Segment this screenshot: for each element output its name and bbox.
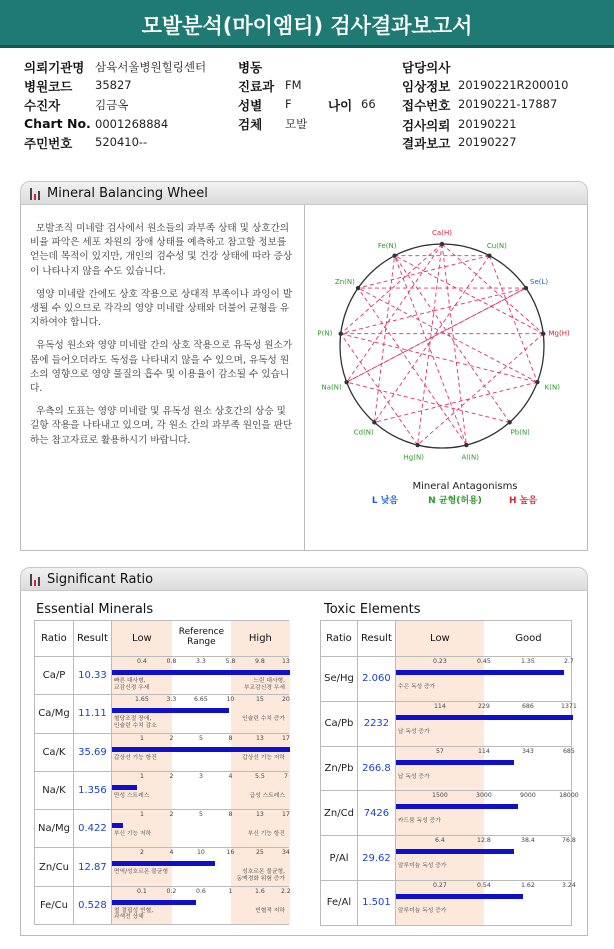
table-row <box>35 810 289 848</box>
ratio-result: 2232 <box>357 701 395 746</box>
tick-label: 0.1 <box>136 887 147 895</box>
tick-label: 0.2 <box>166 887 177 895</box>
result-bar <box>396 760 515 765</box>
mineral-node-label: Fe(N) <box>377 242 397 251</box>
tick-row <box>396 702 577 713</box>
ratio-name: Ca/Mg <box>35 695 74 733</box>
tick-label: 1500 <box>432 792 448 800</box>
col-ratio: Ratio <box>321 621 358 657</box>
col-ratio: Ratio <box>35 621 74 657</box>
tick-label: 1.6 <box>254 887 265 895</box>
note-low: 알루미늄 독성 증가 <box>397 863 447 870</box>
request-value: 20190221 <box>458 117 517 131</box>
tick-label: 229 <box>478 702 490 710</box>
tick-label: 114 <box>434 702 446 710</box>
result-bar <box>396 849 515 854</box>
tick-label: 2.2 <box>280 887 291 895</box>
tick-label: 2 <box>169 772 174 780</box>
ratio-graph <box>111 810 288 848</box>
note-low: 카드뮴 독성 증가 <box>397 818 441 825</box>
mineral-node-dot <box>339 332 343 336</box>
table-row <box>35 848 289 886</box>
tick-label: 20 <box>281 696 290 704</box>
wheel-circle <box>340 244 544 448</box>
mineral-node-label: Al(N) <box>461 453 479 462</box>
ratio-name: Na/Mg <box>35 810 74 848</box>
note-high: 급성 스트레스 <box>249 792 285 799</box>
ratio-name: Fe/Cu <box>35 886 74 924</box>
mineral-node-dot <box>372 420 376 424</box>
specimen-value: 모발 <box>285 117 308 131</box>
essential-title: Essential Minerals <box>36 602 154 617</box>
tick-row <box>112 773 288 783</box>
ratio-name: Ca/K <box>35 733 74 771</box>
ratio-result: 35.69 <box>73 733 111 771</box>
mineral-node-dot <box>507 420 511 424</box>
mineral-node-dot <box>541 332 545 336</box>
col-high: High <box>248 633 272 644</box>
tick-label: 5.5 <box>254 772 265 780</box>
ratio-graph <box>111 771 288 809</box>
result-bar <box>396 804 518 809</box>
chart-value: 0001268884 <box>95 117 169 131</box>
tick-label: 0.4 <box>136 658 147 665</box>
mineral-node-dot <box>344 380 348 384</box>
tick-label: 2 <box>169 734 174 742</box>
mineral-node-label: K(N) <box>544 383 560 392</box>
col-low: Low <box>132 633 152 644</box>
table-row <box>35 886 289 924</box>
mineral-node-dot <box>415 443 419 447</box>
mineral-node-dot <box>392 253 396 257</box>
tick-label: 114 <box>478 747 490 755</box>
ratio-graph <box>111 657 288 695</box>
examinee-label: 수진자 <box>24 98 61 113</box>
ratio-result: 1.356 <box>73 771 111 809</box>
toxic-ratio-table <box>320 620 579 926</box>
tick-row <box>112 811 288 821</box>
dept-value: FM <box>285 78 302 92</box>
tick-label: 343 <box>522 747 534 755</box>
ratio-result: 11.11 <box>73 695 111 733</box>
wheel-title: Mineral Antagonisms <box>412 481 518 492</box>
tick-label: 6.65 <box>194 696 208 704</box>
note-high: 인슐린 수치 증가 <box>242 716 285 723</box>
tick-label: 8 <box>228 811 233 819</box>
col-range-header <box>111 621 288 657</box>
report-label: 결과보고 <box>402 136 451 151</box>
ratio-name: Ca/P <box>35 657 74 695</box>
col-good: Good <box>515 633 542 644</box>
tick-label: 38.4 <box>521 837 535 845</box>
sex-label: 성별 <box>238 98 263 113</box>
tick-label: 18000 <box>559 792 579 800</box>
clinical-label: 임상정보 <box>402 79 451 94</box>
mineral-node-label: Mg(H) <box>548 329 570 338</box>
mineral-node-dot <box>356 286 360 290</box>
table-row <box>321 657 572 702</box>
note-low: 알루미늄 독성 증가 <box>397 907 447 914</box>
mineral-node-dot <box>464 443 468 447</box>
bar-chart-icon <box>30 188 42 200</box>
ratio-result: 1.501 <box>357 880 395 925</box>
col-ref: Reference Range <box>178 627 225 647</box>
tick-row <box>396 837 576 847</box>
ratio-graph <box>111 848 288 886</box>
note-low: 철 결핍성 빈혈, 과색전 상해 <box>113 907 154 921</box>
tick-label: 4 <box>169 849 174 857</box>
mineral-node-label: Pb(N) <box>510 428 530 437</box>
col-range-header <box>395 621 571 657</box>
report-title: 모발분석(마이엠티) 검사결과보고서 <box>0 0 614 48</box>
ratio-graph <box>111 733 288 771</box>
tick-row <box>112 849 288 859</box>
bar-chart-icon <box>30 574 42 586</box>
ratio-graph <box>395 836 576 881</box>
tick-label: 10 <box>196 849 205 857</box>
mineral-node-label: Se(L) <box>530 278 549 287</box>
tick-label: 9000 <box>520 792 536 800</box>
tick-label: 5.8 <box>225 658 236 665</box>
ratio-result: 29.62 <box>357 836 395 881</box>
resident-label: 주민번호 <box>24 136 73 151</box>
note-low: 빠른 대사형, 교감신경 우세 <box>113 678 150 691</box>
tick-label: 16 <box>226 849 235 857</box>
wheel-description <box>30 222 296 457</box>
tick-label: 2 <box>169 811 174 819</box>
description-paragraph: 영양 미네랄 간에도 상호 작용으로 상대적 부족이나 과잉이 발생될 수 있으므로 각각의 영양 미네랄 상태와 더불어 균형을 유지하여야 합니다. <box>30 288 293 329</box>
note-low: 만성 스트레스 <box>113 792 150 799</box>
receipt-value: 20190221-17887 <box>458 97 558 111</box>
age-value: 66 <box>361 97 376 111</box>
result-bar <box>396 894 523 899</box>
tick-row <box>396 747 575 758</box>
mineral-wheel-chart <box>305 205 588 551</box>
note-high: 빈혈적 저하 <box>255 907 285 914</box>
tick-label: 13 <box>255 734 264 742</box>
tick-label: 12.8 <box>477 837 491 845</box>
examinee-value: 김금옥 <box>95 98 129 112</box>
tick-row <box>112 735 288 745</box>
description-paragraph: 우측의 도표는 영양 미네랄 및 유독성 원소 상호간의 상승 및 길항 작용을 나타내고 있으며, 각 원소 간의 과부족 원인을 판단하는 참고자료로 활용하시기 바랍니다. <box>30 406 293 446</box>
tick-label: 5 <box>198 734 203 742</box>
antagonism-line <box>341 334 538 382</box>
result-bar <box>112 823 123 828</box>
note-low: 납 독성 증가 <box>397 773 430 780</box>
mineral-node-dot <box>524 286 528 290</box>
tick-label: 76.8 <box>562 837 576 845</box>
tick-label: 3.24 <box>562 881 576 889</box>
result-bar <box>112 747 290 752</box>
mineral-node-label: Cu(N) <box>486 242 507 251</box>
institution-value: 삼육서울병원힐링센터 <box>95 60 207 74</box>
ratio-result: 0.422 <box>73 810 111 848</box>
tick-label: 3 <box>198 772 203 780</box>
tick-label: 13 <box>255 811 264 819</box>
ratio-result: 2.060 <box>357 657 395 702</box>
toxic-title: Toxic Elements <box>324 602 421 617</box>
note-low: 납 독성 증가 <box>397 728 430 735</box>
legend-item: L 낮음 <box>371 496 399 506</box>
hospital-code-label: 병원코드 <box>24 79 73 94</box>
tick-label: 3.3 <box>166 696 177 704</box>
ward-label: 병동 <box>238 60 263 75</box>
tick-label: 34 <box>281 849 290 857</box>
antagonism-line <box>347 382 510 422</box>
ratio-graph <box>111 695 288 733</box>
table-row <box>35 733 289 771</box>
tick-row <box>112 887 291 898</box>
legend-item: H 높음 <box>508 496 538 506</box>
antagonism-line <box>395 256 510 423</box>
tick-label: 3000 <box>476 792 492 800</box>
table-row <box>35 657 289 695</box>
tick-label: 57 <box>435 747 444 755</box>
result-bar <box>112 670 290 675</box>
report-value: 20190227 <box>458 135 517 149</box>
col-low: Low <box>430 633 450 644</box>
ratio-graph <box>395 701 577 746</box>
result-bar <box>112 900 196 905</box>
tick-label: 1 <box>228 887 233 895</box>
note-low: 혈당조절 장애, 인슐린 수치 감소 <box>113 716 157 729</box>
ratio-name: Zn/Cd <box>321 791 358 836</box>
tick-label: 1.35 <box>521 658 535 665</box>
ratio-graph <box>395 791 579 836</box>
description-paragraph: 유독성 원소와 영양 미네랄 간의 상호 작용으로 유독성 원소가 몸에 들어오더라도 독성을 나타내지 않을 수 있으며, 유독성 원소의 영향으로 영양 물질의 흡수 및 이용율이 감소될 수 있습니다. <box>30 340 293 395</box>
tick-label: 6.4 <box>434 837 445 845</box>
tick-row <box>396 792 579 802</box>
tick-label: 2.7 <box>563 658 574 665</box>
patient-info <box>0 52 614 152</box>
tick-label: 15 <box>255 696 264 704</box>
tick-label: 10 <box>226 696 235 704</box>
tick-row <box>396 881 576 892</box>
ratio-graph <box>395 657 574 702</box>
request-label: 검사의뢰 <box>402 118 451 133</box>
antagonism-line <box>395 256 467 445</box>
result-bar <box>112 708 229 713</box>
ratio-section-title: Significant Ratio <box>47 572 154 587</box>
mineral-node-label: Na(N) <box>321 383 342 392</box>
mineral-node-dot <box>440 242 444 246</box>
note-high: 느린 대사형, 부교감신경 우세 <box>243 678 285 691</box>
ratio-result: 266.8 <box>357 746 395 791</box>
tick-row <box>112 658 288 668</box>
tick-label: 1 <box>139 811 144 819</box>
ratio-name: Se/Hg <box>321 657 358 702</box>
result-bar <box>112 861 215 866</box>
tick-label: 1 <box>139 772 144 780</box>
mineral-node-dot <box>535 380 539 384</box>
tick-label: 9.8 <box>254 658 265 665</box>
mineral-node-label: Hg(N) <box>403 453 424 462</box>
ratio-result: 7426 <box>357 791 395 836</box>
ratio-graph <box>111 886 291 924</box>
table-row <box>35 771 289 809</box>
ratio-name: Fe/Al <box>321 880 358 925</box>
dept-label: 진료과 <box>238 79 275 94</box>
chart-label: Chart No. <box>24 116 91 131</box>
tick-label: 3.3 <box>195 658 206 665</box>
mineral-node-label: Ca(H) <box>432 229 452 237</box>
mineral-node-dot <box>487 253 491 257</box>
tick-label: 685 <box>563 747 575 755</box>
antagonism-line <box>489 256 537 382</box>
tick-label: 1 <box>139 734 144 742</box>
ratio-graph <box>395 746 575 791</box>
tick-label: 13 <box>281 658 290 665</box>
note-low: 수은 독성 증가 <box>397 684 436 690</box>
wheel-section-title: Mineral Balancing Wheel <box>47 186 208 201</box>
tick-label: 5 <box>198 811 203 819</box>
wheel-section-header <box>20 181 588 205</box>
tick-label: 2 <box>139 849 144 857</box>
antagonism-line <box>347 244 442 382</box>
tick-label: 0.23 <box>433 658 447 665</box>
mineral-node-label: P(N) <box>317 329 333 338</box>
tick-label: 686 <box>522 702 534 710</box>
ratio-name: Zn/Pb <box>321 746 358 791</box>
wheel-panel <box>304 205 587 551</box>
table-row <box>321 836 572 881</box>
legend-item: N 균형(허용) <box>428 496 482 506</box>
tick-label: 0.54 <box>477 881 491 889</box>
antagonism-line <box>341 334 418 445</box>
table-row <box>321 746 572 791</box>
doctor-label: 담당의사 <box>402 60 451 75</box>
specimen-label: 검체 <box>238 117 263 132</box>
receipt-label: 접수번호 <box>402 98 451 113</box>
tick-label: 17 <box>281 811 290 819</box>
tick-row <box>112 696 288 706</box>
ratio-result: 12.87 <box>73 848 111 886</box>
sex-value: F <box>285 97 292 111</box>
description-paragraph: 모발조직 미네랄 검사에서 원소들의 과부족 상태 및 상호간의 비율 파악은 세포 차원의 장애 상태를 예측하고 참고할 정보를 얻는데 목적이 있지만, 개인의 검수성 및 건강 상태에 따라 증상이 나타나지 않을 수도 있습니다. <box>30 223 293 277</box>
tick-row <box>396 658 574 668</box>
resident-value: 520410-- <box>95 135 148 149</box>
table-row <box>321 791 572 836</box>
tick-label: 0.45 <box>477 658 491 665</box>
note-high: 성호르몬 불균형, 동맥경화 위험 증가 <box>236 869 285 882</box>
table-row <box>321 701 572 746</box>
tick-label: 8 <box>228 734 233 742</box>
tick-label: 7 <box>283 772 288 780</box>
col-result: Result <box>357 621 395 657</box>
ratio-name: P/Al <box>321 836 358 881</box>
result-bar <box>396 670 564 675</box>
ratio-section-header <box>20 567 588 591</box>
table-row <box>321 880 572 925</box>
tick-label: 4 <box>228 772 233 780</box>
ratio-name: Na/K <box>35 771 74 809</box>
tick-label: 0.6 <box>195 887 206 895</box>
mineral-node-label: Zn(N) <box>334 278 355 287</box>
antagonism-line <box>341 288 526 334</box>
ratio-graph <box>395 880 576 925</box>
tick-label: 25 <box>255 849 264 857</box>
ratio-result: 10.33 <box>73 657 111 695</box>
note-high: 갑상선 기능 저하 <box>242 754 285 761</box>
result-bar <box>112 785 137 790</box>
tick-label: 1.65 <box>135 696 149 704</box>
ratio-result: 0.528 <box>73 886 111 924</box>
hospital-code-value: 35827 <box>95 78 132 92</box>
age-label: 나이 <box>328 98 353 113</box>
note-low: 갑상선 기능 항진 <box>113 754 157 761</box>
institution-label: 의뢰기관명 <box>24 60 85 75</box>
tick-label: 1371 <box>561 702 577 710</box>
ratio-name: Zn/Cu <box>35 848 74 886</box>
mineral-node-label: Cd(N) <box>353 428 374 437</box>
ratio-name: Ca/Pb <box>321 701 358 746</box>
essential-ratio-table <box>34 620 289 925</box>
tick-label: 17 <box>281 734 290 742</box>
tick-label: 0.8 <box>166 658 177 665</box>
note-low: 부신 기능 저하 <box>113 831 152 838</box>
tick-label: 0.27 <box>433 881 447 889</box>
table-row <box>35 695 289 733</box>
tick-label: 1.62 <box>521 881 535 889</box>
note-high: 부신 기능 항진 <box>247 831 285 838</box>
result-bar <box>396 715 573 720</box>
col-result: Result <box>73 621 111 657</box>
clinical-value: 20190221R200010 <box>458 78 569 92</box>
note-low: 면역/성호르몬 불균형 <box>113 869 169 876</box>
